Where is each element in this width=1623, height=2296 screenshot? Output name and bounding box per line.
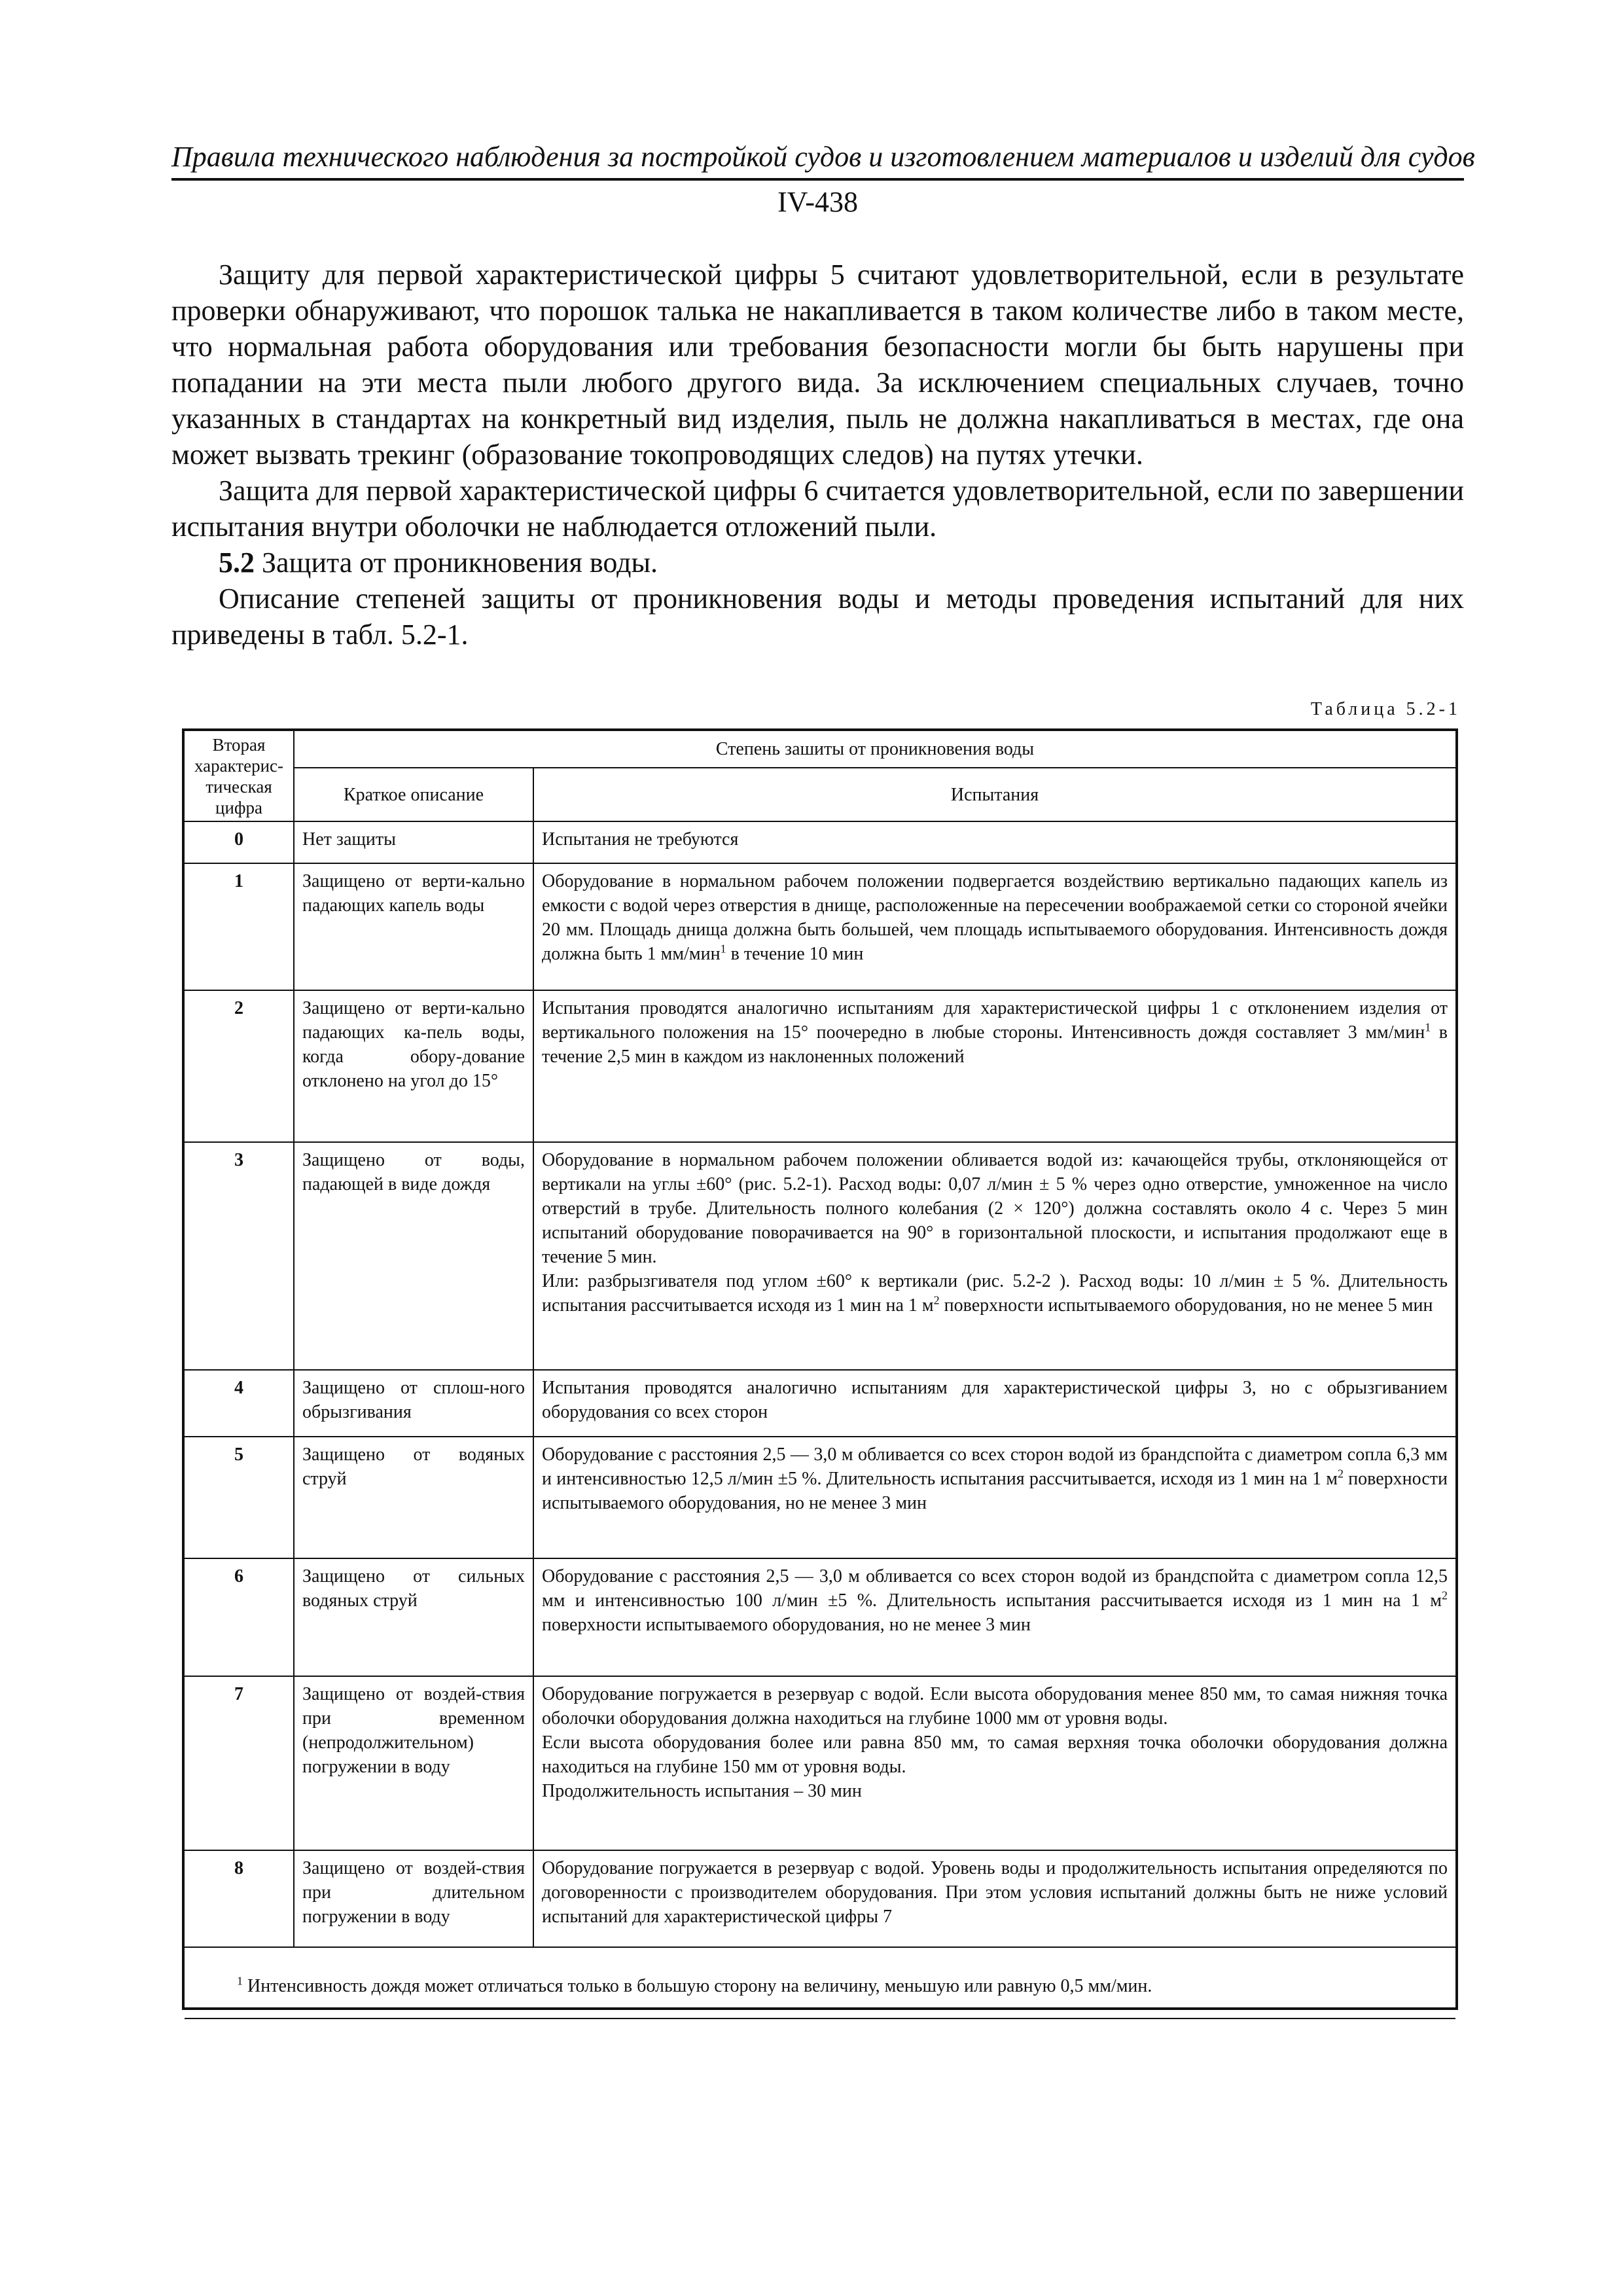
row-description: Защищено от воздей-ствия при длительном погружении в воду [294,1850,533,1947]
header-description: Краткое описание [294,768,533,821]
row-digit: 1 [185,863,294,990]
row-test: Оборудование в нормальном рабочем положении подвергается воздействию вертикально падающих капель из емкости с водой через отверстия в днище, расположенные на пересечении воображаемой сетки со стороной ячейки 20 мм. Площадь днища должна быть большей, чем площадь испытываемого оборудования. Интенсивность дождя должна быть 1 мм/мин$^1$ в течение 10 мин [533,863,1455,990]
row-digit: 3 [185,1142,294,1370]
row-description: Защищено от верти-кально падающих ка-пель воды, когда обору-дование отклонено на угол до 15° [294,990,533,1142]
paragraph: Защита для первой характеристической цифры 6 считается удовлетворительной, если по завершении испытания внутри оболочки не наблюдается отложений пыли. [171,475,1464,543]
table-footnote [185,1947,1455,2018]
page-number: IV-438 [777,186,859,218]
row-description: Защищено от сплош-ного обрызгивания [294,1370,533,1437]
section-heading [171,545,1464,581]
table-row [185,1558,1455,1676]
row-description: Защищено от воды, падающей в виде дождя [294,1142,533,1370]
row-digit: 6 [185,1558,294,1676]
row-description: Защищено от верти-кально падающих капель воды [294,863,533,990]
row-test: Испытания не требуются [533,821,1455,863]
footnote-marker: 1 [237,1974,243,1988]
row-test: Оборудование с расстояния 2,5 — 3,0 м обливается со всех сторон водой из брандспойта с диаметром сопла 6,3 мм и интенсивностью 12,5 л/мин ±5 %. Длительность испытания рассчитывается, исходя из 1 мин на 1 $м^2$ поверхности испытываемого оборудования, но не менее 3 мин [533,1437,1455,1558]
row-test: Оборудование с расстояния 2,5 — 3,0 м обливается со всех сторон водой из брандспойта с диаметром сопла 12,5 мм и интенсивностью 100 л/мин ±5 %. Длительность испытания рассчитывается исходя из 1 мин на 1 $м^2$ поверхности испытываемого оборудования, но не менее 3 мин [533,1558,1455,1676]
table-row [185,863,1455,990]
row-digit: 4 [185,1370,294,1437]
table-caption: Таблица 5.2-1 [1310,699,1461,719]
table-row [185,821,1455,863]
row-test: Оборудование погружается в резервуар с водой. Уровень воды и продолжительность испытания определяются по договоренности с производителем оборудования. При этом условия испытаний должны быть не ниже условий испытаний для характеристической цифры 7 [533,1850,1455,1947]
row-test: Оборудование погружается в резервуар с водой. Если высота оборудования менее 850 мм, то самая нижняя точка оболочки оборудования должна находиться на глубине 1000 мм от уровня воды. Если высота оборудования более или равна 850 мм, то самая верхняя точка оболочки оборудования должна находиться на глубине 150 мм от уровня воды. Продолжительность испытания – 30 мин [533,1676,1455,1850]
paragraph: Защиту для первой характеристической цифры 5 считают удовлетворительной, если в результате проверки обнаруживают, что порошок талька не накапливается в таком количестве либо в таком месте, что нормальная работа оборудования или требования безопасности могли бы быть нарушены при попадании на эти места пыли любого другого вида. За исключением специальных случаев, точно указанных в стандартах на конкретный вид изделия, пыль не должна накапливаться в местах, где она может вызвать трекинг (образование токопроводящих следов) на путях утечки. [171,259,1464,471]
paragraph: Описание степеней защиты от проникновения воды и методы проведения испытаний для них приведены в табл. 5.2-1. [171,583,1464,651]
section-title: Защита от проникновения воды. [262,547,658,579]
row-test: Испытания проводятся аналогично испытаниям для характеристической цифры 1 с отклонением изделия от вертикального положения на 15° поочередно в любые стороны. Интенсивность дождя составляет 3 мм/мин$^1$ в течение 2,5 мин в каждом из наклоненных положений [533,990,1455,1142]
table-row [185,1676,1455,1850]
protection-table [182,728,1458,2010]
row-digit: 8 [185,1850,294,1947]
page-header [171,137,1475,220]
row-test: Оборудование в нормальном рабочем положении обливается водой из: качающейся трубы, отклоняющейся от вертикали на углы ±60° (рис. 5.2-1). Расход воды: 0,07 л/мин ± 5 % через одно отверстие, умноженное на число отверстий в трубе. Длительность полного колебания (2 × 120°) должна составлять около 4 с. Через 5 мин испытаний оборудование поворачивается на 90° в горизонтальной плоскости, и испытания продолжают еще в течение 5 мин. Или: разбрызгивателя под углом ±60° к вертикали (рис. 5.2-2 ). Расход воды: 10 л/мин ± 5 %. Длительность испытания рассчитывается исходя из 1 мин на 1 $м^2$ поверхности испытываемого оборудования, но не менее 5 мин [533,1142,1455,1370]
row-description: Защищено от сильных водяных струй [294,1558,533,1676]
row-digit: 7 [185,1676,294,1850]
header-tests: Испытания [533,768,1455,821]
row-digit: 0 [185,821,294,863]
body-text [171,257,1464,653]
table-row [185,1437,1455,1558]
row-digit: 2 [185,990,294,1142]
section-number: 5.2 [219,547,255,579]
table-row [185,1142,1455,1370]
table-row [185,990,1455,1142]
footnote-text: Интенсивность дождя может отличаться только в большую сторону на величину, меньшую или равную 0,5 мм/мин. [247,1976,1152,1996]
footnote-row [185,1947,1455,2018]
header-group: Степень зашиты от проникновения воды [294,731,1455,768]
row-description: Нет защиты [294,821,533,863]
row-description: Защищено от водяных струй [294,1437,533,1558]
table-row [185,1850,1455,1947]
row-test: Испытания проводятся аналогично испытаниям для характеристической цифры 3, но с обрызгиванием оборудования со всех сторон [533,1370,1455,1437]
table-row [185,1370,1455,1437]
header-second-digit: Вторая характерис-тическая цифра [185,731,294,821]
row-description: Защищено от воздей-ствия при временном (непродолжительном) погружении в воду [294,1676,533,1850]
header-divider [171,178,1464,181]
document-title: Правила технического наблюдения за постройкой судов и изготовлением материалов и изделий для судов [171,141,1475,173]
row-digit: 5 [185,1437,294,1558]
